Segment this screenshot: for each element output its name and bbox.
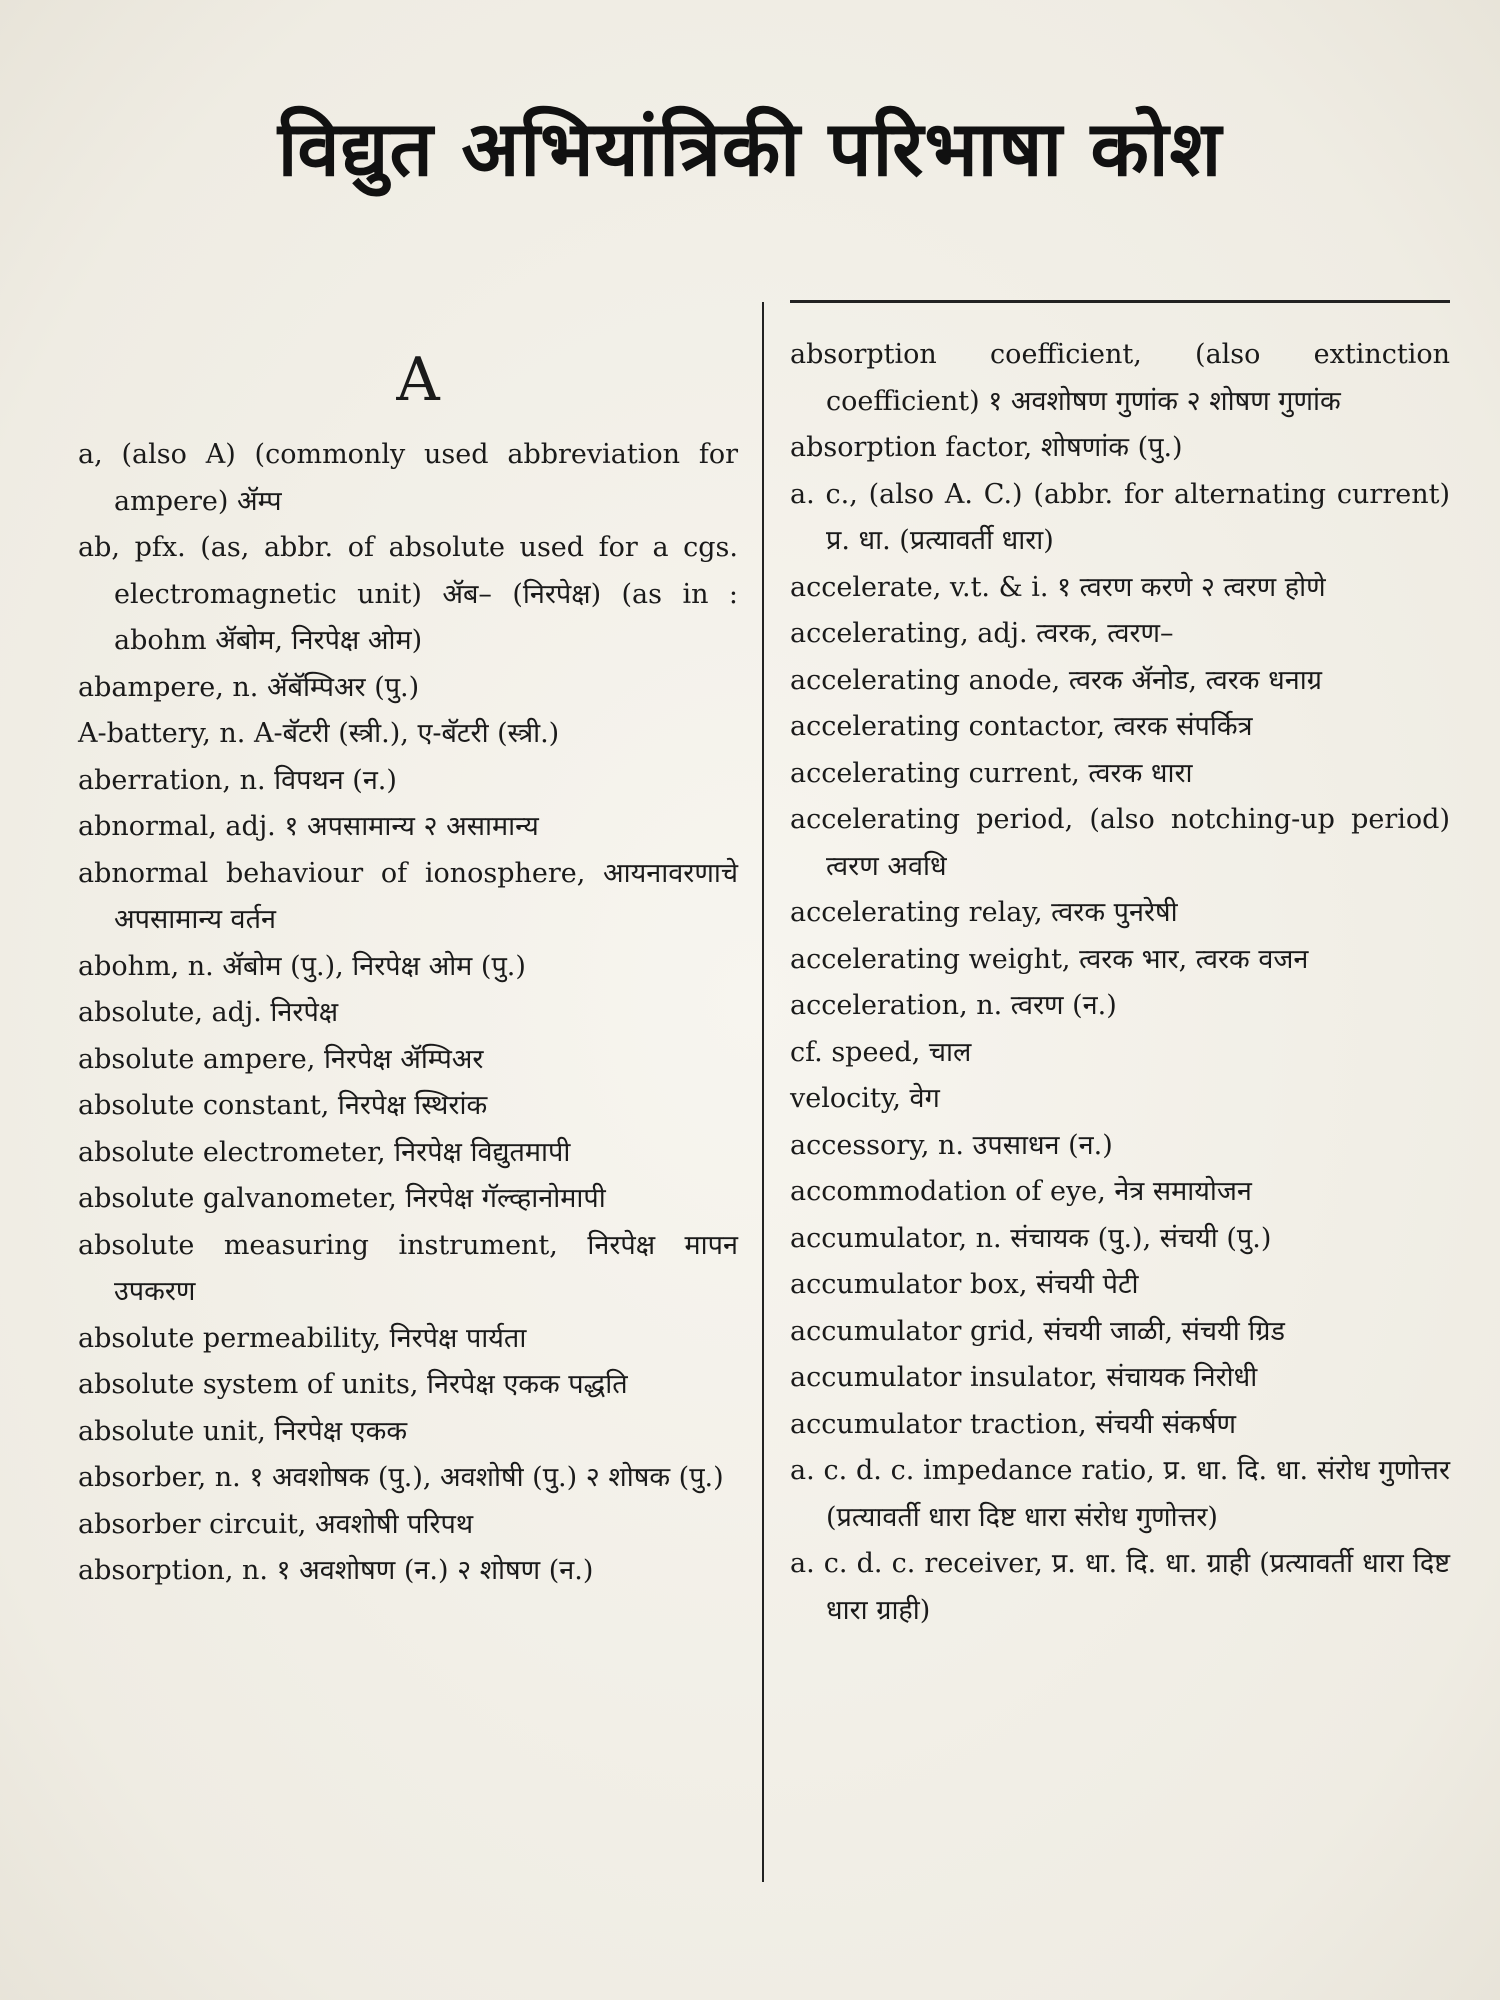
dictionary-entry: accelerating contactor, त्वरक संपर्कित्र xyxy=(790,711,1253,742)
dictionary-entry: absolute electrometer, निरपेक्ष विद्युतमापी xyxy=(78,1136,571,1168)
dictionary-entry: ab, pfx. (as, abbr. of absolute used for a cgs. electromagnetic unit) ॲब– (निरपेक्ष) (as in : abohm ॲबोम, निरपेक्ष ओम) xyxy=(78,532,738,656)
page-title: विद्युत अभियांत्रिकी परिभाषा कोश xyxy=(277,104,1223,193)
dictionary-entry: acceleration, n. त्वरण (न.) xyxy=(790,990,1117,1021)
dictionary-entry: accelerating anode, त्वरक ॲनोड, त्वरक धनाग्र xyxy=(790,664,1322,696)
dictionary-entry: accelerating, adj. त्वरक, त्वरण– xyxy=(790,618,1174,649)
dictionary-entry: accelerating weight, त्वरक भार, त्वरक वजन xyxy=(790,943,1309,975)
dictionary-entry: accumulator box, संचयी पेटी xyxy=(790,1269,1139,1300)
dictionary-entry: accelerating relay, त्वरक पुनरेषी xyxy=(790,897,1178,928)
dictionary-entry: a. c. d. c. impedance ratio, प्र. धा. दि. धा. संरोध गुणोत्तर (प्रत्यावर्ती धारा दिष्ट धारा संरोध गुणोत्तर) xyxy=(790,1455,1450,1533)
dictionary-entry: absolute, adj. निरपेक्ष xyxy=(78,997,339,1028)
dictionary-entry: accumulator traction, संचयी संकर्षण xyxy=(790,1408,1237,1440)
dictionary-entry: accessory, n. उपसाधन (न.) xyxy=(790,1129,1113,1161)
dictionary-entry: absolute measuring instrument, निरपेक्ष मापन उपकरण xyxy=(78,1229,738,1307)
dictionary-entry: accumulator insulator, संचायक निरोधी xyxy=(790,1362,1258,1393)
dictionary-entry: a. c. d. c. receiver, प्र. धा. दि. धा. ग्राही (प्रत्यावर्ती धारा दिष्ट धारा ग्राही) xyxy=(790,1548,1450,1626)
dictionary-entry: absolute galvanometer, निरपेक्ष गॅल्व्हानोमापी xyxy=(78,1183,606,1214)
right-column xyxy=(790,332,1450,1634)
dictionary-entry: a, (also A) (commonly used abbreviation for ampere) ॲम्प xyxy=(78,439,738,517)
left-entry-list xyxy=(78,432,738,1595)
dictionary-entry: A-battery, n. A-बॅटरी (स्त्री.), ए-बॅटरी (स्त्री.) xyxy=(78,718,560,749)
dictionary-entry: absorption, n. १ अवशोषण (न.) २ शोषण (न.) xyxy=(78,1555,594,1586)
dictionary-entry: accumulator, n. संचायक (पु.), संचयी (पु.) xyxy=(790,1222,1272,1254)
dictionary-entry: accommodation of eye, नेत्र समायोजन xyxy=(790,1176,1252,1207)
header-rule xyxy=(790,300,1450,303)
dictionary-entry: absorber, n. १ अवशोषक (पु.), अवशोषी (पु.) २ शोषक (पु.) xyxy=(78,1462,724,1493)
dictionary-entry: accelerating current, त्वरक धारा xyxy=(790,757,1193,789)
right-entry-list xyxy=(790,332,1450,1634)
dictionary-entry: absolute permeability, निरपेक्ष पार्यता xyxy=(78,1322,527,1354)
dictionary-entry: aberration, n. विपथन (न.) xyxy=(78,764,397,796)
left-column xyxy=(78,340,738,1595)
dictionary-entry: absorber circuit, अवशोषी परिपथ xyxy=(78,1508,474,1540)
dictionary-entry: velocity, वेग xyxy=(790,1083,940,1114)
dictionary-entry: abnormal behaviour of ionosphere, आयनावरणाचे अपसामान्य वर्तन xyxy=(78,857,738,935)
dictionary-entry: absolute ampere, निरपेक्ष ॲम्पिअर xyxy=(78,1043,484,1075)
dictionary-entry: abohm, n. ॲबोम (पु.), निरपेक्ष ओम (पु.) xyxy=(78,950,526,982)
dictionary-entry: cf. speed, चाल xyxy=(790,1036,972,1068)
column-divider xyxy=(762,302,764,1882)
dictionary-entry: absolute constant, निरपेक्ष स्थिरांक xyxy=(78,1090,488,1121)
dictionary-entry: absolute system of units, निरपेक्ष एकक पद्धति xyxy=(78,1369,628,1400)
dictionary-entry: absolute unit, निरपेक्ष एकक xyxy=(78,1415,408,1447)
dictionary-entry: accumulator grid, संचयी जाळी, संचयी ग्रिड xyxy=(790,1315,1285,1347)
dictionary-entry: accelerate, v.t. & i. १ त्वरण करणे २ त्वरण होणे xyxy=(790,571,1326,603)
section-letter: A xyxy=(396,345,440,415)
dictionary-entry: abnormal, adj. १ अपसामान्य २ असामान्य xyxy=(78,811,539,842)
dictionary-entry: absorption factor, शोषणांक (पु.) xyxy=(790,432,1183,463)
dictionary-entry: a. c., (also A. C.) (abbr. for alternating current) प्र. धा. (प्रत्यावर्ती धारा) xyxy=(790,478,1450,556)
dictionary-entry: abampere, n. ॲबॅम्पिअर (पु.) xyxy=(78,671,420,703)
dictionary-entry: accelerating period, (also notching-up period) त्वरण अवधि xyxy=(790,804,1450,882)
dictionary-entry: absorption coefficient, (also extinction coefficient) १ अवशोषण गुणांक २ शोषण गुणांक xyxy=(790,339,1450,417)
